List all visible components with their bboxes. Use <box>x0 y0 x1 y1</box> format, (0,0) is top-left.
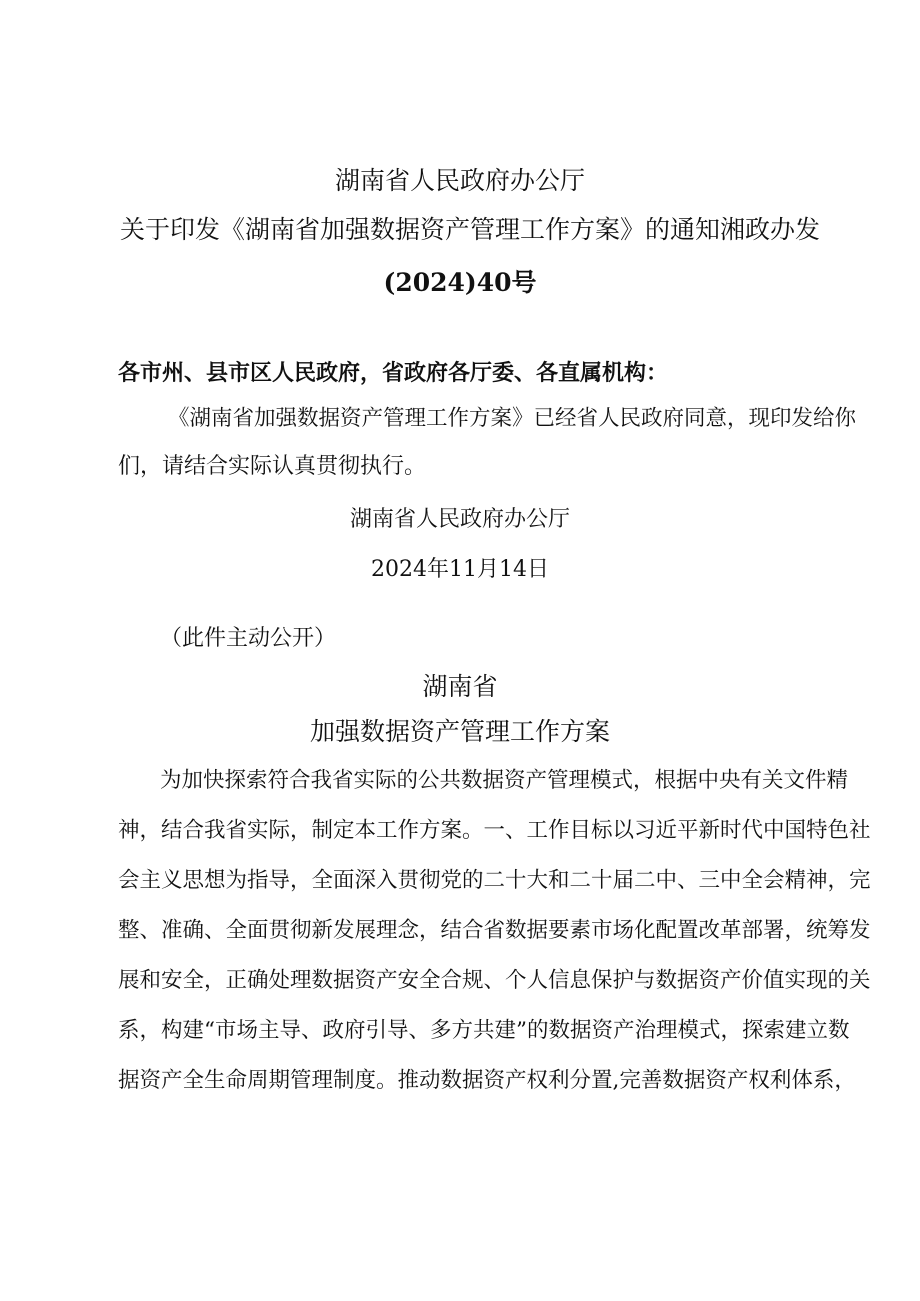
plan-body-line-2: 神，结合我省实际，制定本工作方案。一、工作目标以习近平新时代中国特色社 <box>118 818 871 843</box>
document-number: (2024)40号 <box>383 268 537 297</box>
disclosure-note: （此件主动公开） <box>160 626 337 651</box>
plan-body-line-7: 据资产全生命周期管理制度。推动数据资产权利分置,完善数据资产权利体系， <box>118 1068 856 1093</box>
plan-body-line-3: 会主义思想为指导，全面深入贯彻党的二十大和二十届二中、三中全会精神，完 <box>118 868 871 893</box>
plan-title-line-1: 湖南省 <box>422 672 498 701</box>
plan-body-line-5: 展和安全，正确处理数据资产安全合规、个人信息保护与数据资产价值实现的关 <box>118 968 871 993</box>
plan-title-line-2: 加强数据资产管理工作方案 <box>309 717 610 746</box>
issuer-heading: 湖南省人民政府办公厅 <box>334 166 585 195</box>
notice-body-line-1: 《湖南省加强数据资产管理工作方案》已经省人民政府同意，现印发给你 <box>168 406 857 431</box>
notice-body-line-2: 们，请结合实际认真贯彻执行。 <box>118 454 427 479</box>
issue-date: 2024年11月14日 <box>371 557 549 582</box>
plan-body-line-6: 系，构建“市场主导、政府引导、多方共建”的数据资产治理模式，探索建立数 <box>118 1018 850 1043</box>
signatory: 湖南省人民政府办公厅 <box>349 507 570 532</box>
recipients-line: 各市州、县市区人民政府，省政府各厅委、各直属机构： <box>118 360 669 386</box>
notice-title: 关于印发《湖南省加强数据资产管理工作方案》的通知湘政办发 <box>120 215 821 244</box>
plan-body-line-1: 为加快探索符合我省实际的公共数据资产管理模式，根据中央有关文件精 <box>160 768 849 793</box>
plan-body-line-4: 整、准确、全面贯彻新发展理念，结合省数据要素市场化配置改革部署，统筹发 <box>118 918 871 943</box>
